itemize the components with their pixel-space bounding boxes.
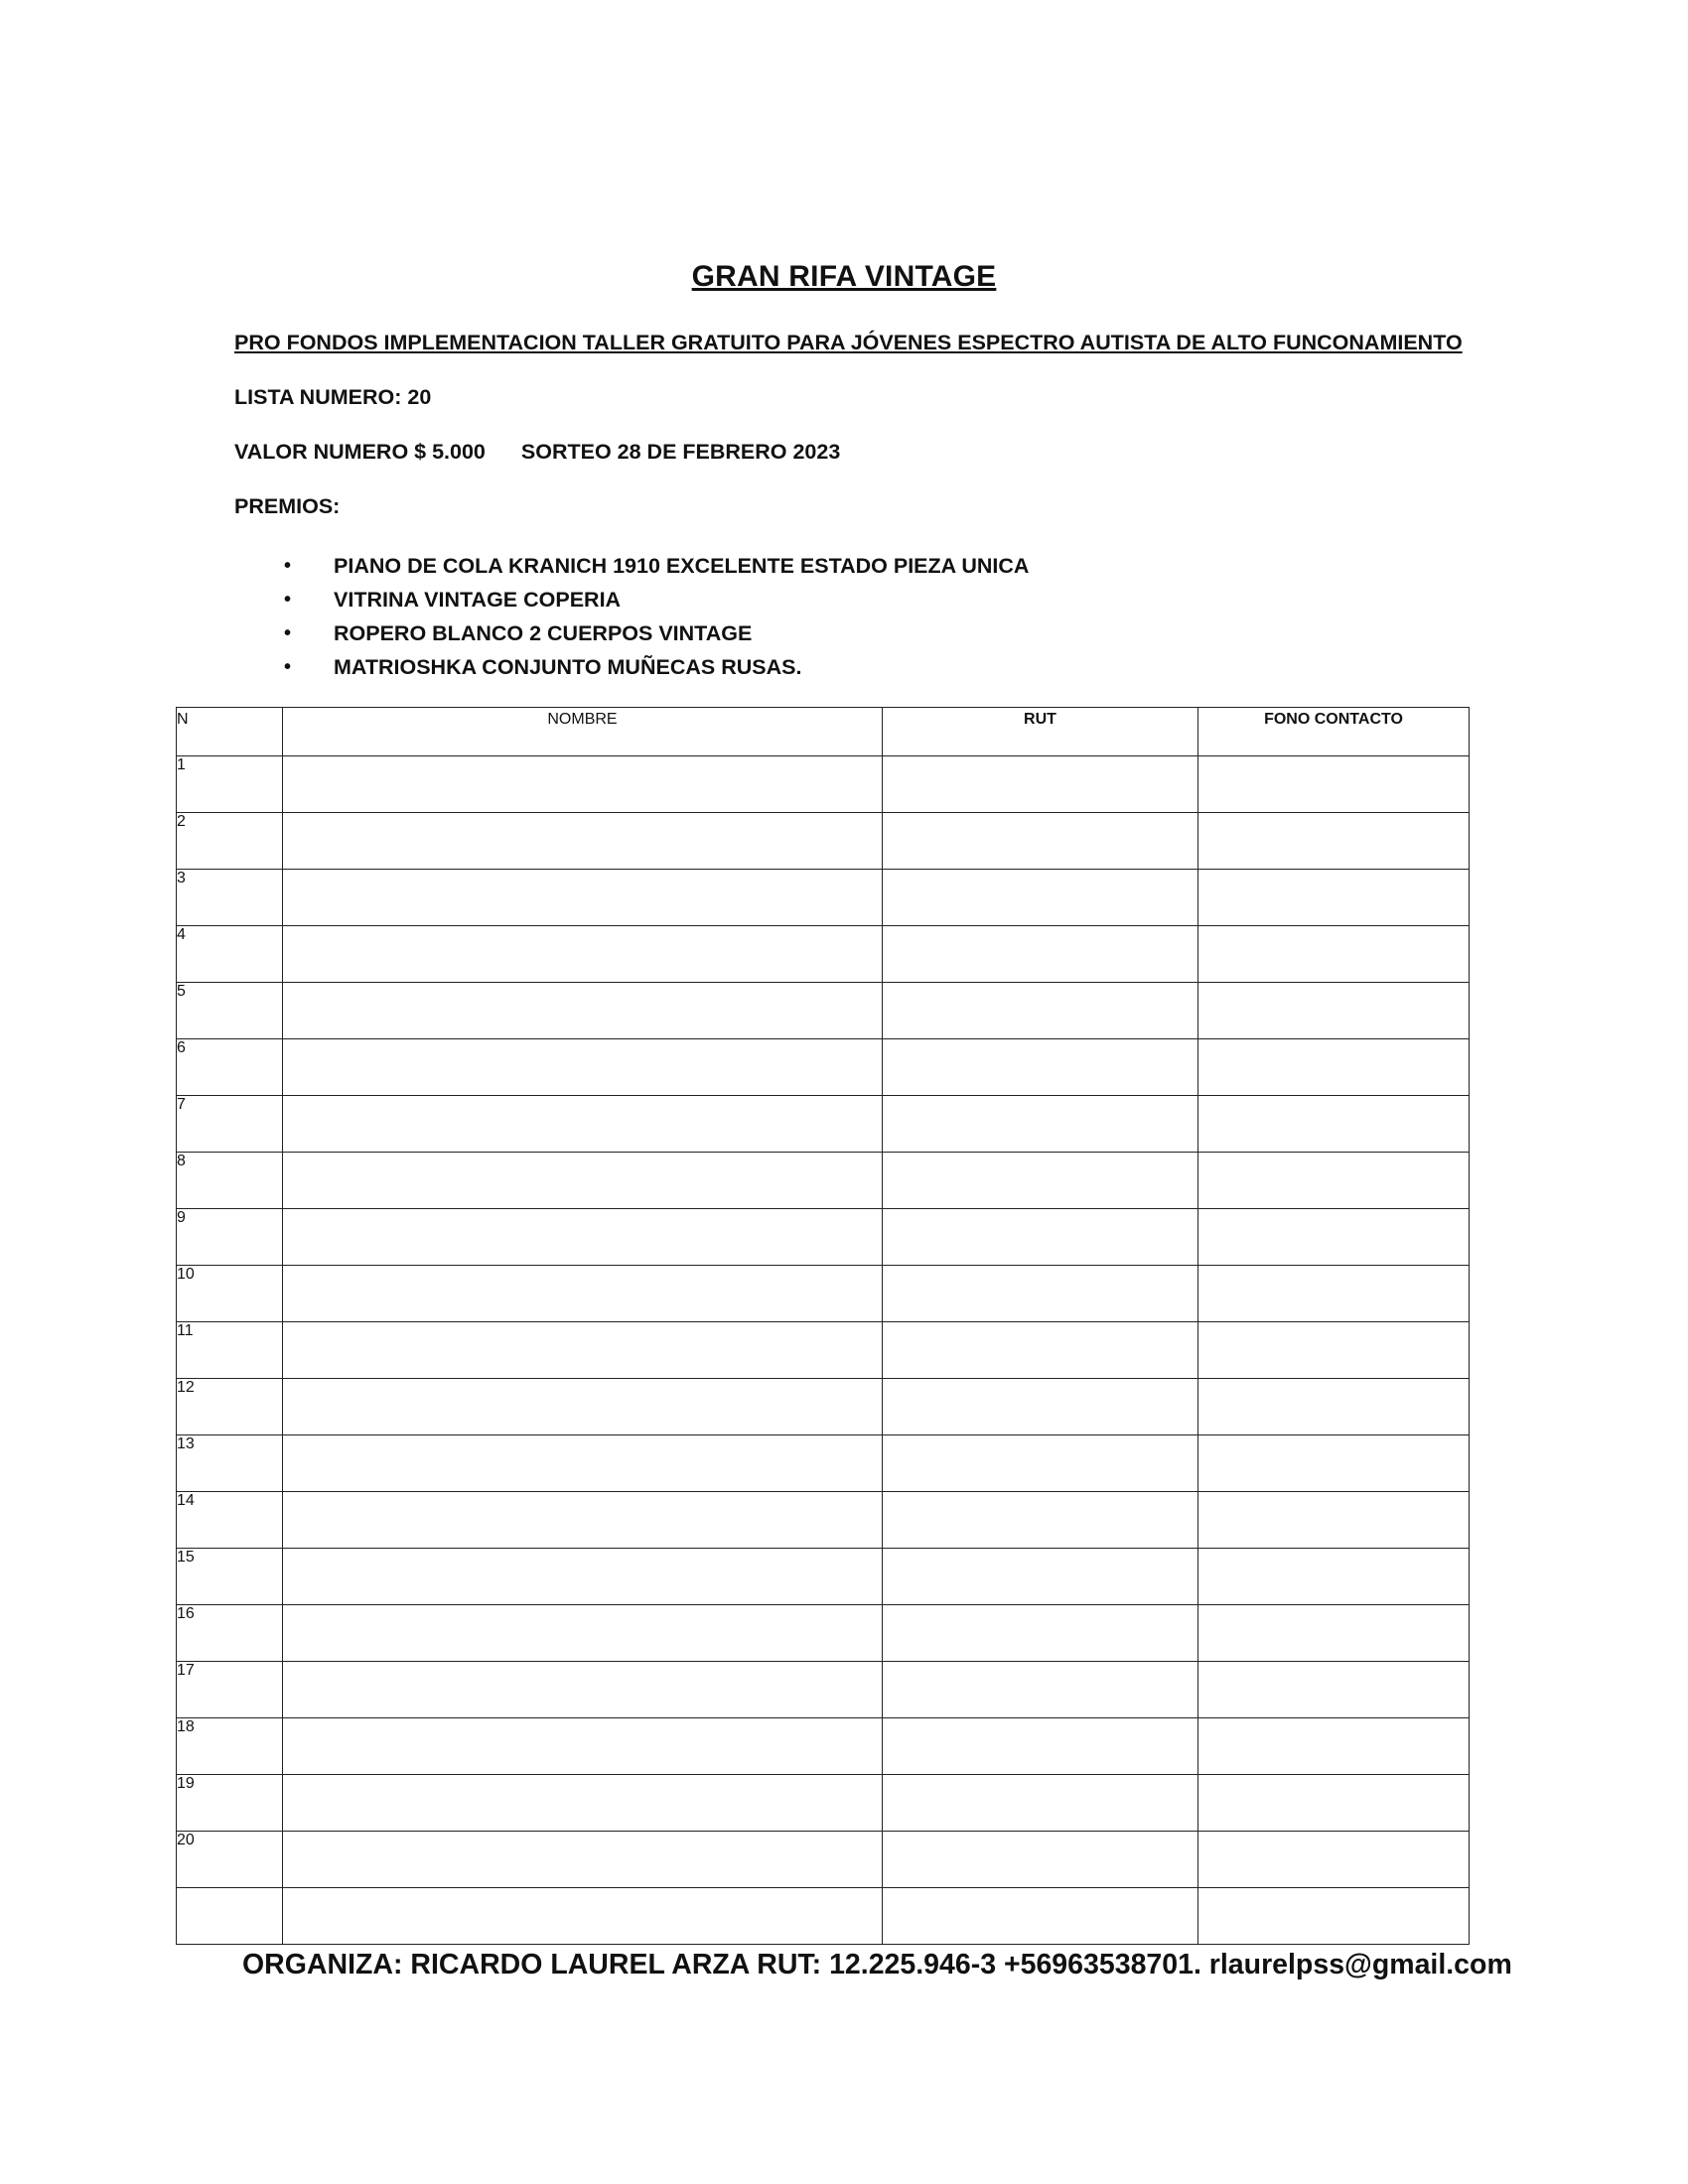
rut-cell[interactable] [883, 926, 1198, 983]
row-number: 4 [177, 926, 283, 983]
draw-date: SORTEO 28 DE FEBRERO 2023 [520, 440, 841, 464]
nombre-cell[interactable] [283, 1888, 883, 1945]
prize-item [234, 616, 1029, 650]
list-number: LISTA NUMERO: 20 [234, 385, 432, 409]
header-n: N [177, 708, 283, 756]
table-row [177, 1435, 1470, 1492]
nombre-cell[interactable] [283, 1266, 883, 1322]
fono-cell[interactable] [1198, 1888, 1470, 1945]
fono-cell[interactable] [1198, 1266, 1470, 1322]
table-row [177, 1832, 1470, 1888]
prize-item [234, 583, 1029, 616]
bullet-icon: • [284, 656, 292, 678]
fono-cell[interactable] [1198, 1492, 1470, 1549]
nombre-cell[interactable] [283, 1662, 883, 1718]
row-number: 16 [177, 1605, 283, 1662]
table-row [177, 813, 1470, 870]
nombre-cell[interactable] [283, 1153, 883, 1209]
rut-cell[interactable] [883, 983, 1198, 1039]
table-row [177, 1209, 1470, 1266]
fono-cell[interactable] [1198, 1209, 1470, 1266]
row-number [177, 1888, 283, 1945]
nombre-cell[interactable] [283, 1435, 883, 1492]
rut-cell[interactable] [883, 1096, 1198, 1153]
table-row [177, 1039, 1470, 1096]
row-number: 10 [177, 1266, 283, 1322]
nombre-cell[interactable] [283, 1492, 883, 1549]
fono-cell[interactable] [1198, 1096, 1470, 1153]
row-number: 12 [177, 1379, 283, 1435]
rut-cell[interactable] [883, 1832, 1198, 1888]
table-row [177, 756, 1470, 813]
rut-cell[interactable] [883, 1888, 1198, 1945]
rut-cell[interactable] [883, 1435, 1198, 1492]
prize-text: MATRIOSHKA CONJUNTO MUÑECAS RUSAS. [334, 655, 802, 679]
prize-list [234, 549, 1029, 684]
nombre-cell[interactable] [283, 1379, 883, 1435]
table-row [177, 1718, 1470, 1775]
rut-cell[interactable] [883, 1209, 1198, 1266]
price-and-draw-line [234, 440, 840, 465]
nombre-cell[interactable] [283, 983, 883, 1039]
bullet-icon: • [284, 555, 292, 577]
fono-cell[interactable] [1198, 756, 1470, 813]
nombre-cell[interactable] [283, 1209, 883, 1266]
rut-cell[interactable] [883, 1549, 1198, 1605]
fono-cell[interactable] [1198, 1322, 1470, 1379]
table-row [177, 983, 1470, 1039]
table-row [177, 1549, 1470, 1605]
table-row [177, 1153, 1470, 1209]
row-number: 1 [177, 756, 283, 813]
fono-cell[interactable] [1198, 813, 1470, 870]
nombre-cell[interactable] [283, 1775, 883, 1832]
header-fono: FONO CONTACTO [1198, 708, 1470, 756]
row-number: 5 [177, 983, 283, 1039]
rut-cell[interactable] [883, 1153, 1198, 1209]
row-number: 17 [177, 1662, 283, 1718]
fono-cell[interactable] [1198, 1718, 1470, 1775]
rut-cell[interactable] [883, 1605, 1198, 1662]
table-row [177, 926, 1470, 983]
row-number: 8 [177, 1153, 283, 1209]
table-row [177, 870, 1470, 926]
rut-cell[interactable] [883, 1492, 1198, 1549]
fono-cell[interactable] [1198, 1832, 1470, 1888]
prize-text: PIANO DE COLA KRANICH 1910 EXCELENTE ESTADO PIEZA UNICA [334, 554, 1030, 578]
table-row [177, 1096, 1470, 1153]
document-subtitle: PRO FONDOS IMPLEMENTACION TALLER GRATUITO PARA JÓVENES ESPECTRO AUTISTA DE ALTO FUNCONAMIENTO [234, 331, 1463, 354]
table-row [177, 1492, 1470, 1549]
row-number: 13 [177, 1435, 283, 1492]
row-number: 19 [177, 1775, 283, 1832]
raffle-table [176, 707, 1470, 1945]
table-row [177, 1662, 1470, 1718]
nombre-cell[interactable] [283, 1039, 883, 1096]
prize-item [234, 549, 1029, 583]
table-row [177, 1605, 1470, 1662]
prize-text: VITRINA VINTAGE COPERIA [334, 588, 622, 612]
row-number: 6 [177, 1039, 283, 1096]
prize-text: ROPERO BLANCO 2 CUERPOS VINTAGE [334, 621, 753, 645]
table-header-row [177, 708, 1470, 756]
nombre-cell[interactable] [283, 1549, 883, 1605]
fono-cell[interactable] [1198, 926, 1470, 983]
rut-cell[interactable] [883, 1379, 1198, 1435]
row-number: 7 [177, 1096, 283, 1153]
rut-cell[interactable] [883, 1718, 1198, 1775]
row-number: 15 [177, 1549, 283, 1605]
header-rut: RUT [883, 708, 1198, 756]
fono-cell[interactable] [1198, 1153, 1470, 1209]
fono-cell[interactable] [1198, 1039, 1470, 1096]
nombre-cell[interactable] [283, 813, 883, 870]
fono-cell[interactable] [1198, 1379, 1470, 1435]
fono-cell[interactable] [1198, 983, 1470, 1039]
rut-cell[interactable] [883, 813, 1198, 870]
row-number: 14 [177, 1492, 283, 1549]
prizes-label: PREMIOS: [234, 494, 341, 518]
fono-cell[interactable] [1198, 1662, 1470, 1718]
fono-cell[interactable] [1198, 1775, 1470, 1832]
header-nombre: NOMBRE [283, 708, 883, 756]
nombre-cell[interactable] [283, 1718, 883, 1775]
row-number: 20 [177, 1832, 283, 1888]
row-number: 9 [177, 1209, 283, 1266]
fono-cell[interactable] [1198, 1549, 1470, 1605]
nombre-cell[interactable] [283, 870, 883, 926]
fono-cell[interactable] [1198, 1435, 1470, 1492]
bullet-icon: • [284, 589, 292, 611]
rut-cell[interactable] [883, 870, 1198, 926]
fono-cell[interactable] [1198, 870, 1470, 926]
nombre-cell[interactable] [283, 926, 883, 983]
nombre-cell[interactable] [283, 1832, 883, 1888]
organizer-footer: ORGANIZA: RICARDO LAUREL ARZA RUT: 12.225.946-3 +56963538701. rlaurelpss@gmail.com [242, 1949, 1512, 1980]
rut-cell[interactable] [883, 756, 1198, 813]
table-row [177, 1266, 1470, 1322]
row-number: 2 [177, 813, 283, 870]
rut-cell[interactable] [883, 1322, 1198, 1379]
fono-cell[interactable] [1198, 1605, 1470, 1662]
table-row [177, 1888, 1470, 1945]
rut-cell[interactable] [883, 1039, 1198, 1096]
document-title: GRAN RIFA VINTAGE [691, 260, 997, 293]
nombre-cell[interactable] [283, 1096, 883, 1153]
rut-cell[interactable] [883, 1775, 1198, 1832]
rut-cell[interactable] [883, 1266, 1198, 1322]
ticket-price: VALOR NUMERO $ 5.000 [234, 440, 486, 464]
nombre-cell[interactable] [283, 756, 883, 813]
table-row [177, 1379, 1470, 1435]
table-row [177, 1322, 1470, 1379]
nombre-cell[interactable] [283, 1605, 883, 1662]
prize-item [234, 650, 1029, 684]
rut-cell[interactable] [883, 1662, 1198, 1718]
bullet-icon: • [284, 622, 292, 644]
row-number: 3 [177, 870, 283, 926]
table-row [177, 1775, 1470, 1832]
row-number: 11 [177, 1322, 283, 1379]
row-number: 18 [177, 1718, 283, 1775]
nombre-cell[interactable] [283, 1322, 883, 1379]
